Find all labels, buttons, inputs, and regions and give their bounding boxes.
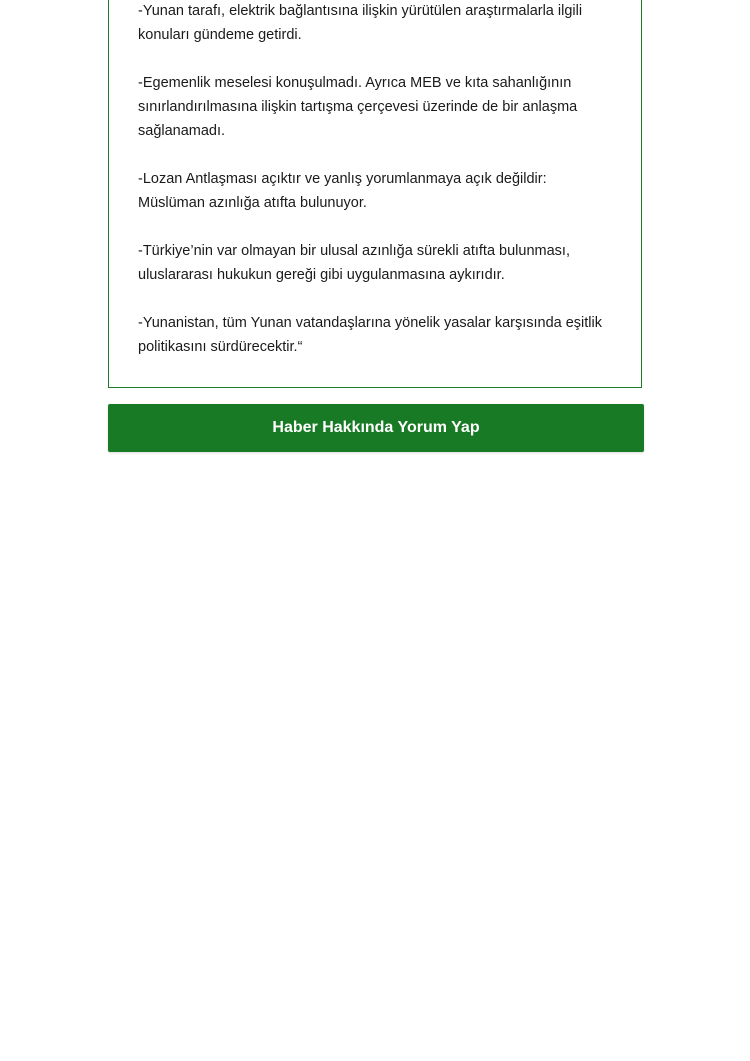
article-body <box>138 0 608 383</box>
article-paragraph: -Yunanistan, tüm Yunan vatandaşlarına yönelik yasalar karşısında eşitlik politikasını sürdürecektir.“ <box>138 315 602 355</box>
article-paragraph: -Egemenlik meselesi konuşulmadı. Ayrıca MEB ve kıta sahanlığının sınırlandırılmasına ilişkin tartışma çerçevesi üzerinde de bir anlaşma sağlanamadı. <box>138 75 578 139</box>
article-paragraph: -Yunan tarafı, elektrik bağlantısına ilişkin yürütülen araştırmalarla ilgili konuları gündeme getirdi. <box>138 3 583 43</box>
article-paragraph: -Lozan Antlaşması açıktır ve yanlış yorumlanmaya açık değildir: Müslüman azınlığa atıfta bulunuyor. <box>138 171 547 211</box>
article-content-box <box>108 0 642 388</box>
article-paragraph: -Türkiye’nin var olmayan bir ulusal azınlığa sürekli atıfta bulunması, uluslararası hukukun gereği gibi uygulanmasına aykırıdır. <box>138 243 570 283</box>
comment-on-news-button[interactable]: Haber Hakkında Yorum Yap <box>108 404 644 452</box>
